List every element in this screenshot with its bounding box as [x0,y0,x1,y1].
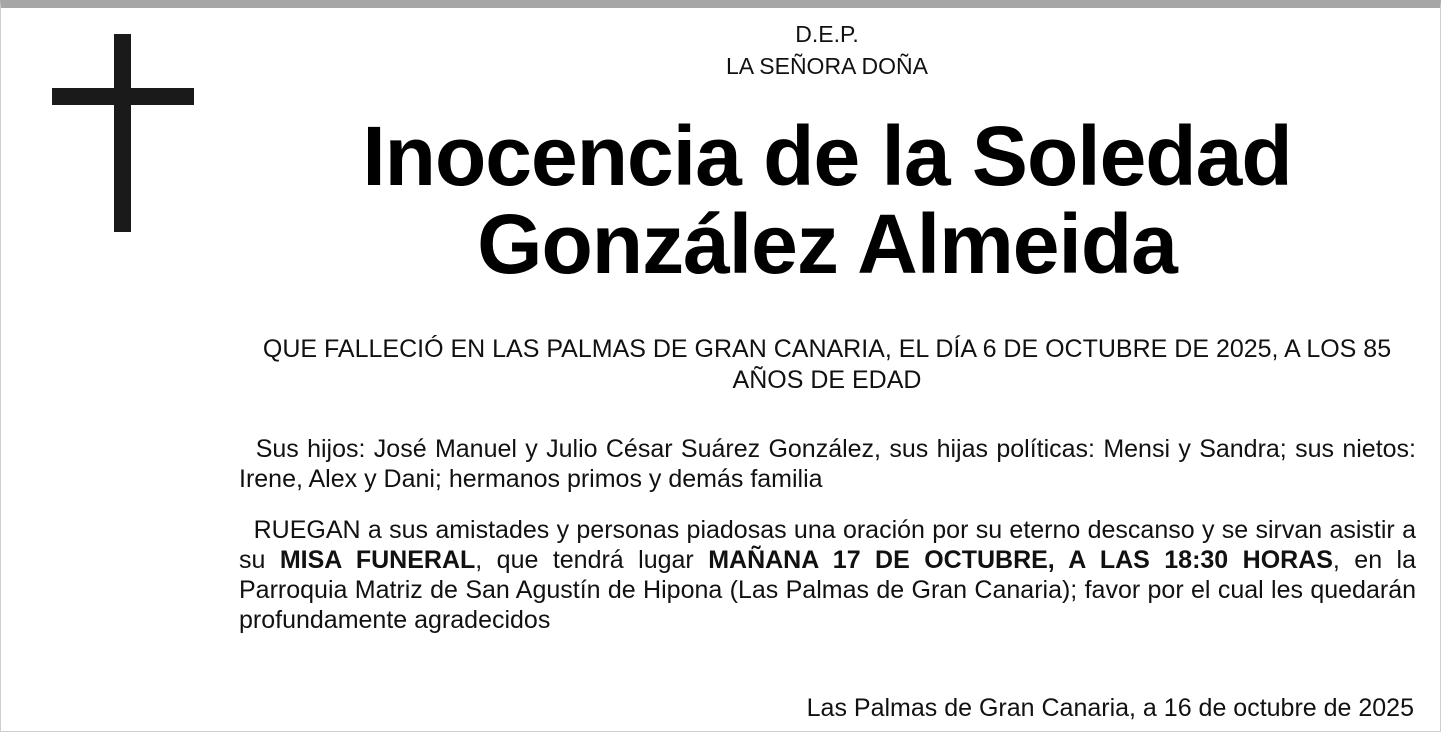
deceased-name-line-1: Inocencia de la Soledad [362,109,1292,203]
mass-date-time: MAÑANA 17 DE OCTUBRE, A LAS 18:30 HORAS [708,546,1333,574]
cross-horizontal-bar [52,88,194,105]
request-text-2: , que tendrá lugar [475,546,709,574]
cross-vertical-bar [114,34,131,232]
dep-heading: D.E.P. [795,21,859,47]
cross-icon [52,34,194,232]
place-date-signature: Las Palmas de Gran Canaria, a 16 de octubre de 2025 [806,694,1414,722]
mass-label: MISA FUNERAL [279,546,476,574]
request-paragraph [239,515,1416,635]
family-text: Sus hijos: José Manuel y Julio César Suárez González, sus hijas políticas: Mensi y Sandra; sus nietos: Irene, Alex y Dani; hermanos primos y demás familia [239,435,1416,493]
request-text-3: , en la Parroquia Matriz de San Agustín de Hipona (Las Palmas de Gran Canaria); favor por el cual les quedarán profundamente agradecidos [239,546,1417,634]
request-text-1: RUEGAN a sus amistades y personas piadosas una oración por su eterno descanso y se sirvan asistir a su [239,516,1416,574]
death-info: QUE FALLECIÓ EN LAS PALMAS DE GRAN CANARIA, EL DÍA 6 DE OCTUBRE DE 2025, A LOS 85 AÑOS DE EDAD [262,335,1392,394]
deceased-name-line-2: González Almeida [477,197,1177,291]
deceased-title: LA SEÑORA DOÑA [726,53,928,79]
family-paragraph [239,434,1416,494]
